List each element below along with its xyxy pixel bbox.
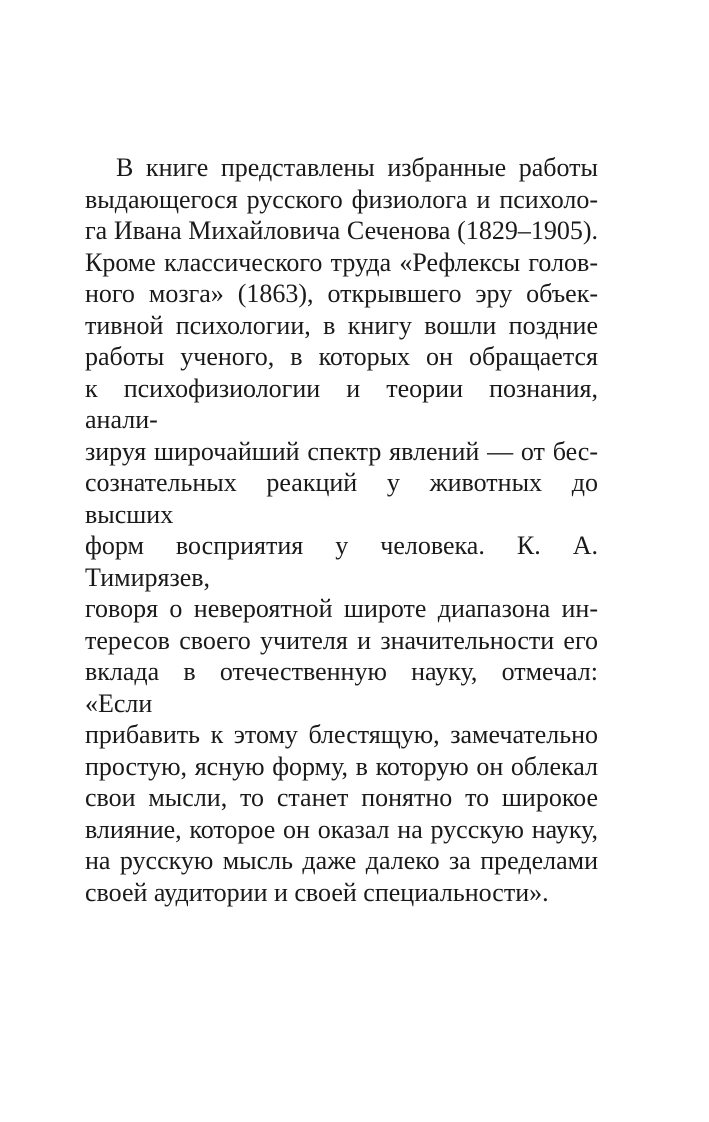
text-line: влияние, которое он оказал на русскую науку, [85, 814, 598, 844]
text-line: форм восприятия у человека. К. А. Тимирязев, [85, 531, 598, 592]
text-line: простую, ясную форму, в которую он облекал [85, 751, 598, 781]
text-line: прибавить к этому блестящую, замечательно [85, 720, 598, 749]
text-line: своей аудитории и своей специальности». [85, 877, 549, 907]
text-line: сознательных реакций у животных до высших [85, 468, 598, 529]
text-line: ного мозга» (1863), открывшего эру объек- [85, 279, 598, 308]
text-line: вклада в отечественную науку, отмечал: «Если [85, 657, 598, 718]
text-line: га Ивана Михайловича Сеченова (1829–1905). [85, 216, 598, 245]
text-line: зируя широчайший спектр явлений — от бес- [85, 436, 598, 466]
text-line: на русскую мысль даже далеко за пределами [85, 846, 598, 875]
text-line: Кроме классического труда «Рефлексы голов- [85, 247, 598, 277]
text-line: тивной психологии, в книгу вошли поздние [85, 310, 598, 340]
text-line: В книге представлены избранные работы [116, 153, 598, 182]
text-line: выдающегося русского физиолога и психоло- [85, 184, 598, 214]
text-line: работы ученого, в которых он обращается [85, 342, 598, 371]
text-line: свои мысли, то станет понятно то широкое [85, 783, 598, 812]
text-line: тересов своего учителя и значительности его [85, 625, 598, 655]
annotation-paragraph [85, 152, 598, 908]
text-line: к психофизиологии и теории познания, анали- [85, 373, 598, 434]
text-line: говоря о невероятной широте диапазона ин- [85, 594, 598, 623]
